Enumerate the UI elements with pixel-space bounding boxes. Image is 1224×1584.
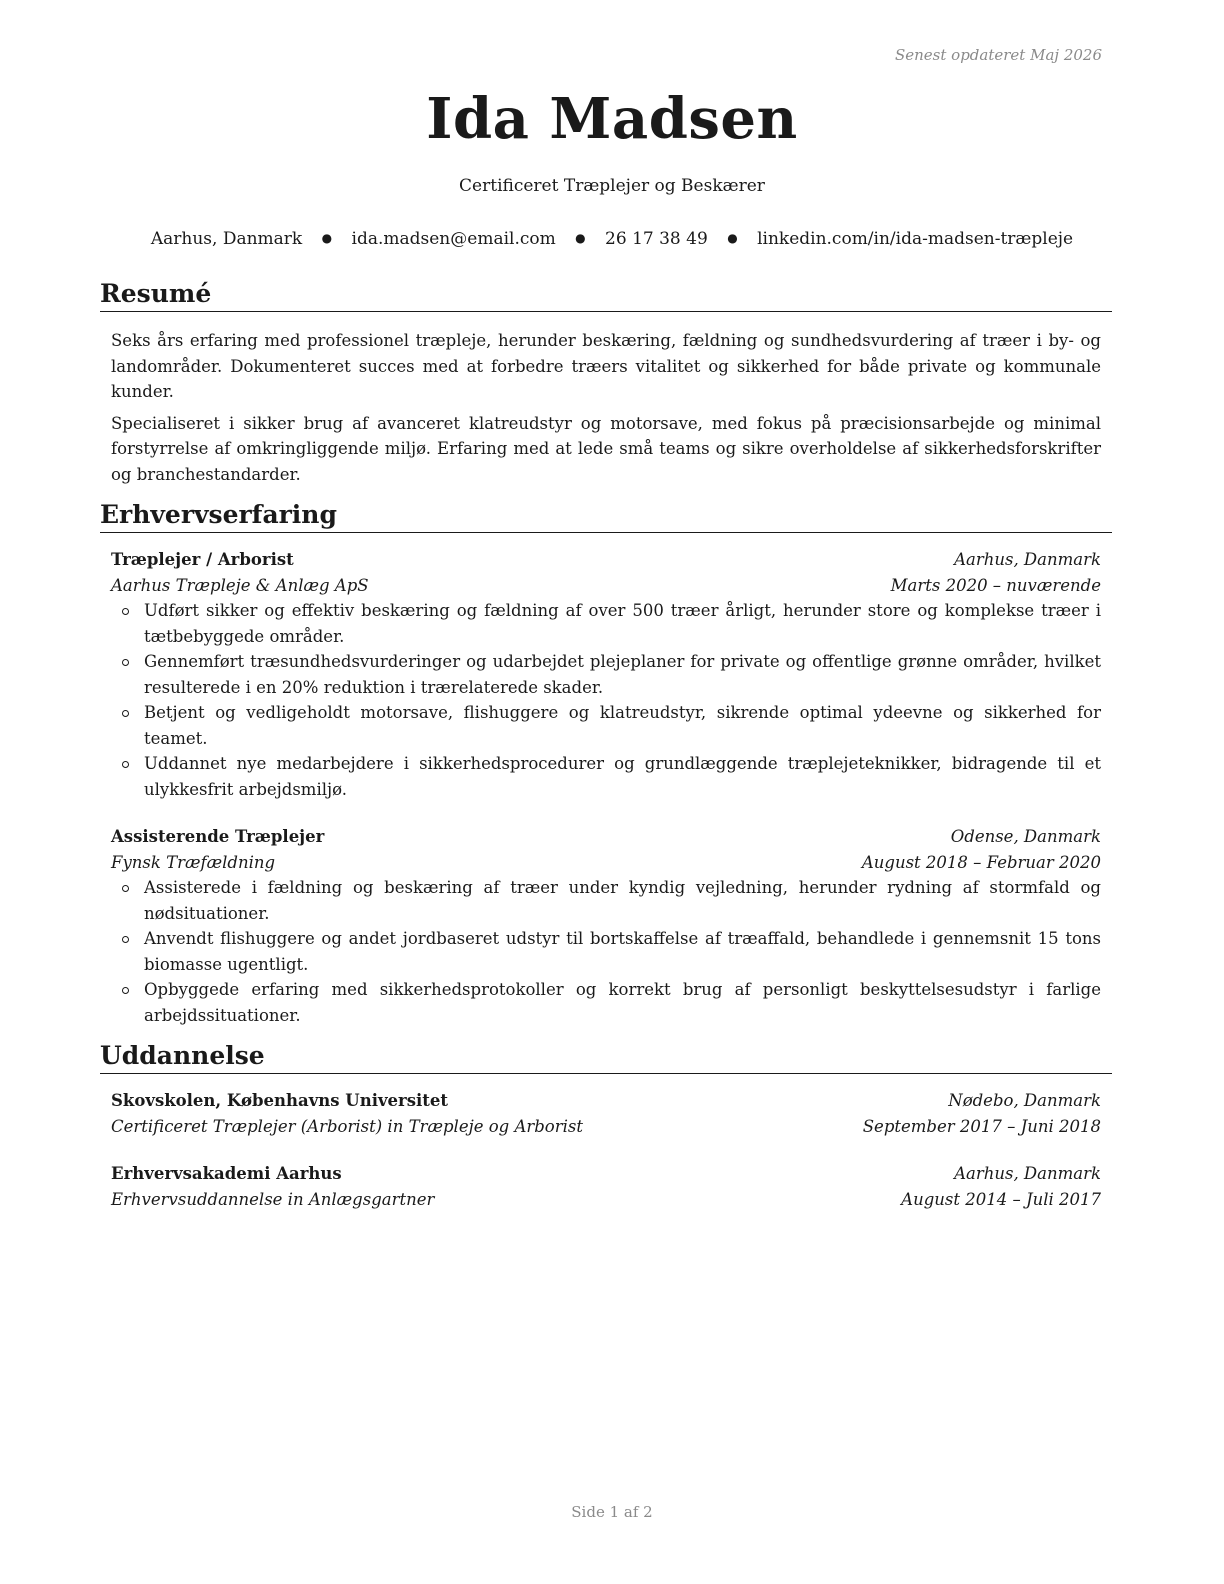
section-heading-summary: Resumé <box>100 278 1112 312</box>
education-entry <box>111 1088 1101 1139</box>
degree: Erhvervsuddannelse in Anlægsgartner <box>111 1189 435 1209</box>
education-list <box>100 1088 1112 1212</box>
candidate-title: Certificeret Træplejer og Beskærer <box>459 176 765 196</box>
page-number: Side 1 af 2 <box>571 1503 653 1521</box>
candidate-name: Ida Madsen <box>426 86 798 152</box>
contact-email[interactable]: ida.madsen@email.com <box>351 229 556 249</box>
education-entry <box>111 1161 1101 1212</box>
contact-phone[interactable]: 26 17 38 49 <box>605 229 708 249</box>
job-bullet: Gennemført træsundhedsvurderinger og udarbejdet plejeplaner for private og offentlige grønne områder, hvilket resulterede i en 20% reduktion i trærelaterede skader. <box>111 649 1101 700</box>
education-section <box>100 1040 1112 1212</box>
job-title: Assisterende Træplejer <box>111 827 325 846</box>
school-name: Skovskolen, Københavns Universitet <box>111 1091 449 1110</box>
summary-section <box>100 278 1112 487</box>
school-name: Erhvervsakademi Aarhus <box>111 1164 342 1183</box>
summary-paragraph: Specialiseret i sikker brug af avanceret klatreudstyr og motorsave, med fokus på præcisionsarbejde og minimal forstyrrelse af omkringliggende miljø. Erfaring med at lede små teams og sikre overholdelse af sikkerhedsforskrifter og branchestandarder. <box>111 413 1101 484</box>
experience-section <box>100 499 1112 1028</box>
job-bullets <box>111 598 1101 802</box>
job-bullet: Betjent og vedligeholdt motorsave, flishuggere og klatreudstyr, sikrende optimal ydeevne og sikkerhed for teamet. <box>111 700 1101 751</box>
job-dates: August 2018 – Februar 2020 <box>861 852 1101 872</box>
job-bullet: Uddannet nye medarbejdere i sikkerhedsprocedurer og grundlæggende træplejeteknikker, bidragende til et ulykkesfrit arbejdsmiljø. <box>111 751 1101 802</box>
school-location: Nødebo, Danmark <box>948 1091 1101 1110</box>
job-location: Aarhus, Danmark <box>954 550 1101 569</box>
job-company: Fynsk Træfældning <box>111 852 276 872</box>
job-bullet: Udført sikker og effektiv beskæring og fældning af over 500 træer årligt, herunder store og komplekse træer i tætbebyggede områder. <box>111 598 1101 649</box>
summary-paragraph: Seks års erfaring med professionel træpleje, herunder beskæring, fældning og sundhedsvurdering af træer i by- og landområder. Dokumenteret succes med at forbedre træers vitalitet og sikkerhed for både private og kommunale kunder. <box>111 331 1101 401</box>
job-bullet: Anvendt flishuggere og andet jordbaseret udstyr til bortskaffelse af træaffald, behandlede i gennemsnit 15 tons biomasse ugentligt. <box>111 926 1101 977</box>
separator-dot: ● <box>321 231 333 245</box>
job-dates: Marts 2020 – nuværende <box>890 575 1101 595</box>
degree: Certificeret Træplejer (Arborist) in Træpleje og Arborist <box>111 1116 584 1136</box>
contact-location: Aarhus, Danmark <box>150 229 303 249</box>
resume-body <box>100 278 1112 1224</box>
separator-dot: ● <box>575 231 586 245</box>
section-heading-education: Uddannelse <box>100 1040 1112 1074</box>
job-bullets <box>111 875 1101 1028</box>
education-dates: September 2017 – Juni 2018 <box>862 1116 1101 1136</box>
contact-linkedin[interactable]: linkedin.com/in/ida-madsen-træpleje <box>757 229 1074 249</box>
job-title: Træplejer / Arborist <box>111 550 294 569</box>
summary-text <box>100 328 1112 487</box>
job-company: Aarhus Træpleje & Anlæg ApS <box>111 575 369 595</box>
experience-list <box>100 547 1112 1028</box>
last-updated-note: Senest opdateret Maj 2026 <box>894 46 1102 64</box>
job-entry <box>111 547 1101 802</box>
job-location: Odense, Danmark <box>950 827 1101 846</box>
education-dates: August 2014 – Juli 2017 <box>901 1189 1101 1209</box>
job-entry <box>111 824 1101 1028</box>
job-bullet: Opbyggede erfaring med sikkerhedsprotokoller og korrekt brug af personligt beskyttelsesudstyr i farlige arbejdssituationer. <box>111 977 1101 1028</box>
job-bullet: Assisterede i fældning og beskæring af træer under kyndig vejledning, herunder rydning af stormfald og nødsituationer. <box>111 875 1101 926</box>
section-heading-experience: Erhvervserfaring <box>100 499 1112 533</box>
separator-dot: ● <box>727 231 738 245</box>
contact-line <box>0 229 1224 249</box>
school-location: Aarhus, Danmark <box>954 1164 1101 1183</box>
